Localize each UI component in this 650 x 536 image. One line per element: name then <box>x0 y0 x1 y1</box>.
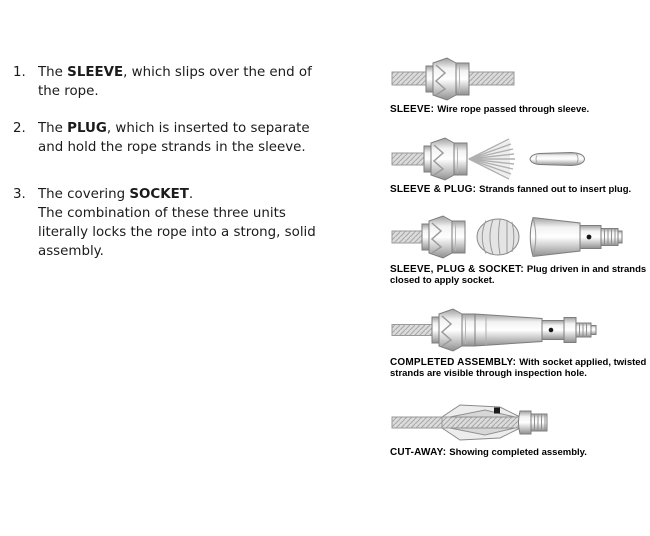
figure-sleeve-plug-socket <box>390 212 650 286</box>
caption-label: SLEEVE, PLUG & SOCKET: <box>390 264 524 275</box>
sleeve-plug-and-socket-illustration <box>390 212 625 262</box>
figure-caption <box>390 357 650 379</box>
sleeve-and-fanned-strands-with-plug-illustration <box>390 136 590 182</box>
list-item-plug <box>13 119 335 157</box>
cutaway-detail <box>494 408 500 414</box>
list-item-text: The SLEEVE, which slips over the end of the rope. <box>38 65 312 99</box>
term-socket: SOCKET <box>129 187 189 202</box>
caption-text: Showing completed assembly. <box>449 447 587 458</box>
caption-label: SLEEVE: <box>390 104 435 115</box>
list-item-socket <box>13 185 335 261</box>
wire-rope-with-sleeve-illustration <box>390 56 518 102</box>
figure-caption <box>390 104 650 115</box>
inspection-hole <box>587 235 592 240</box>
term-sleeve: SLEEVE <box>67 65 124 80</box>
list-item-number: 1. <box>13 65 26 80</box>
figure-caption <box>390 184 650 195</box>
caption-text: Wire rope passed through sleeve. <box>437 104 590 115</box>
caption-label: COMPLETED ASSEMBLY: <box>390 357 517 368</box>
figure-caption <box>390 447 650 458</box>
figure-sleeve-and-plug <box>390 136 650 195</box>
cut-away-illustration <box>390 399 550 445</box>
list-item-sleeve <box>13 63 335 101</box>
list-item-number: 3. <box>13 187 26 202</box>
caption-text: With socket applied, twisted strands are visible through inspection hole. <box>390 357 647 379</box>
term-plug: PLUG <box>67 121 107 136</box>
inspection-hole <box>549 328 554 333</box>
caption-text: Plug driven in and strands closed to apply socket. <box>390 264 647 286</box>
caption-label: CUT-AWAY: <box>390 447 447 458</box>
figure-completed-assembly <box>390 305 650 379</box>
list-item-text: The PLUG, which is inserted to separate and hold the rope strands in the sleeve. <box>38 121 310 155</box>
figure-caption <box>390 264 650 286</box>
caption-text: Strands fanned out to insert plug. <box>479 184 632 195</box>
caption-label: SLEEVE & PLUG: <box>390 184 477 195</box>
figure-cut-away <box>390 399 650 458</box>
figure-sleeve <box>390 56 650 115</box>
list-item-extra-text: The combination of these three units literally locks the rope into a strong, solid assembly. <box>38 206 316 259</box>
completed-assembly-illustration <box>390 305 615 355</box>
list-item-number: 2. <box>13 121 26 136</box>
list-item-text: The covering SOCKET. The combination of these three units literally locks the rope into a strong, solid assembly. <box>38 185 335 261</box>
